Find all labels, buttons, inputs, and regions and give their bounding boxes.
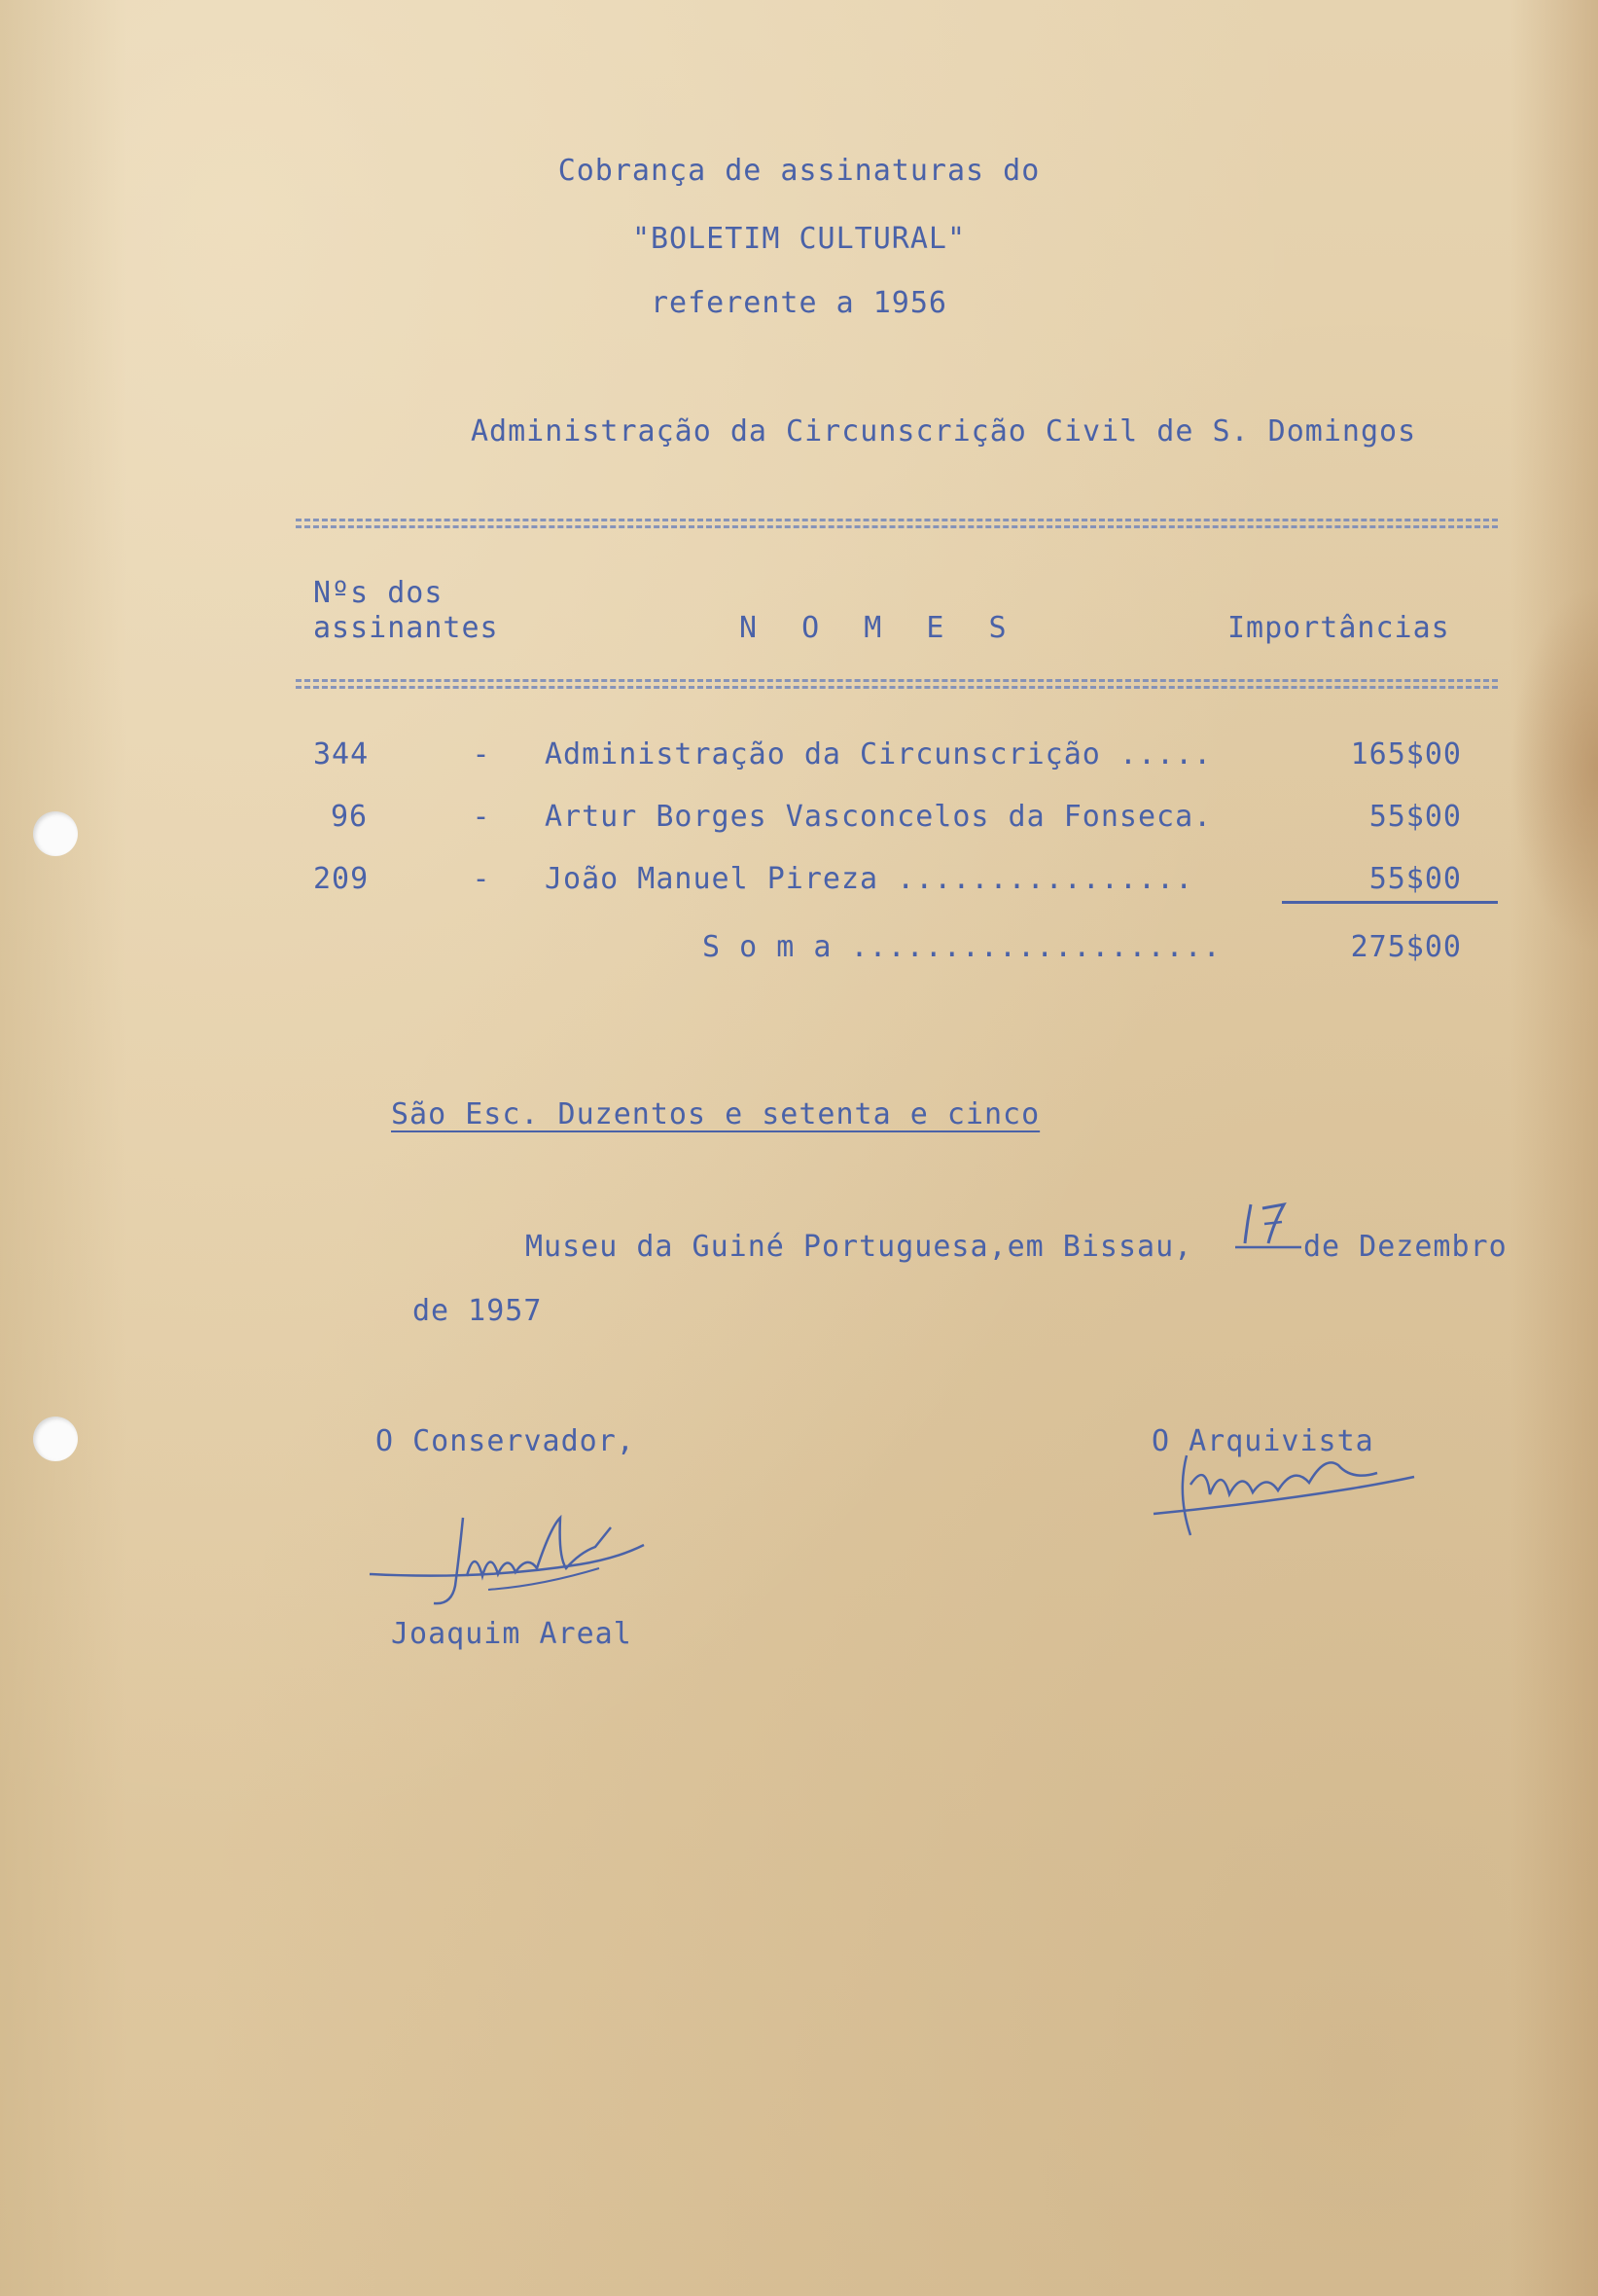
header-line-3: referente a 1956 <box>651 286 947 320</box>
total-label: S o m a .................... <box>702 930 1222 964</box>
table-row <box>0 737 1598 780</box>
column-header-names: N O M E S <box>739 611 1020 645</box>
table-row <box>0 862 1598 905</box>
column-header-numbers-line1: Nºs dos <box>313 576 444 610</box>
subscriber-amount: 55$00 <box>1368 800 1462 834</box>
table-row <box>0 800 1598 843</box>
signatory-left-title: O Conservador, <box>375 1424 635 1458</box>
place-date-prefix: Museu da Guiné Portuguesa,em Bissau, <box>525 1230 1193 1264</box>
place-date-suffix: de Dezembro <box>1303 1230 1508 1264</box>
header-line-1: Cobrança de assinaturas do <box>557 154 1041 188</box>
paper-shading-right <box>1510 0 1598 2296</box>
handwritten-day <box>1233 1195 1303 1253</box>
column-header-numbers-line2: assinantes <box>313 611 499 645</box>
signature-right <box>1148 1426 1420 1553</box>
header-line-2: "BOLETIM CULTURAL" <box>631 222 967 256</box>
subscriber-amount: 165$00 <box>1350 737 1462 771</box>
column-header-amounts: Importâncias <box>1227 611 1450 645</box>
punch-hole-bottom <box>33 1417 78 1461</box>
table-rule-bottom <box>296 679 1498 689</box>
row-dash: - <box>472 800 491 834</box>
place-date-year: de 1957 <box>412 1294 543 1328</box>
subscriber-amount: 55$00 <box>1368 862 1462 896</box>
subscriber-name: Artur Borges Vasconcelos da Fonseca. <box>545 800 1213 834</box>
subscriber-number: 209 <box>313 862 370 896</box>
table-total-row <box>0 930 1598 973</box>
table-rule-top <box>296 519 1498 528</box>
paper-shading-left <box>0 0 126 2296</box>
signatory-left-name: Joaquim Areal <box>391 1617 632 1651</box>
signature-left <box>366 1459 657 1634</box>
subscriber-number: 344 <box>313 737 370 771</box>
row-dash: - <box>472 737 491 771</box>
subscriber-name: Administração da Circunscrição ..... <box>545 737 1213 771</box>
total-amount: 275$00 <box>1350 930 1462 964</box>
row-dash: - <box>472 862 491 896</box>
signatory-right-title: O Arquivista <box>1152 1424 1374 1458</box>
sum-underline <box>1282 901 1498 904</box>
subscriber-name: João Manuel Pireza ................ <box>545 862 1194 896</box>
subscriber-number: 96 <box>331 800 369 834</box>
document-subtitle: Administração da Circunscrição Civil de S. Domingos <box>471 414 1417 448</box>
amount-in-words: São Esc. Duzentos e setenta e cinco <box>391 1097 1041 1131</box>
